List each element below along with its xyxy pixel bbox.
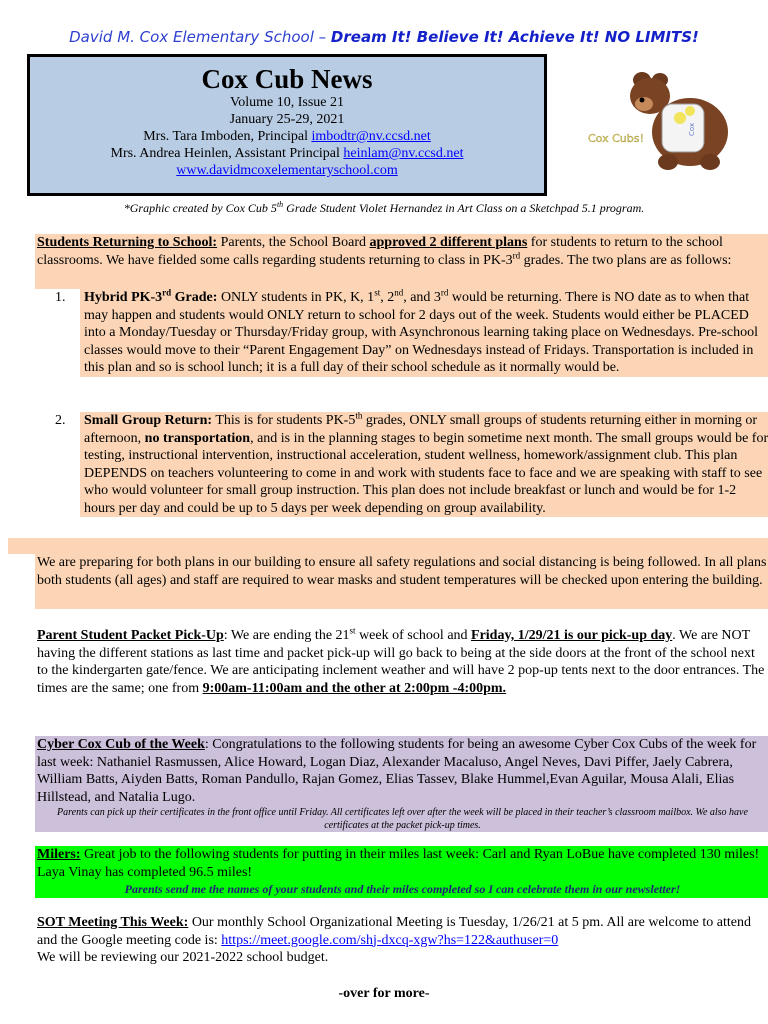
assistant-email-link[interactable]: heinlam@nv.ccsd.net [343, 146, 464, 161]
plan-number: 1. [55, 290, 66, 305]
principal-email-link[interactable]: imbodtr@nv.ccsd.net [311, 129, 431, 144]
plan-item-hybrid [35, 289, 768, 403]
newsletter-masthead [27, 54, 547, 196]
newsletter-title: Cox Cub News [201, 64, 373, 94]
milers-text: Great job to the following students for putting in their miles last week: Carl and Ryan LoBue have completed 130 miles! Laya Vinay has completed 96.5 miles! [37, 847, 760, 880]
milers-heading: Milers: [37, 847, 81, 862]
sot-heading: SOT Meeting This Week: [37, 915, 189, 930]
milers-note: Parents send me the names of your students and their miles completed so I can celebrate them in our newsletter! [124, 882, 681, 896]
school-tagline [0, 28, 768, 46]
packet-pickup-section: Parent Student Packet Pick-Up: We are ending the 21st week of school and Friday, 1/29/21 is our pick-up day. We are NOT having the different stations as last time and packet pick-up will go back to being at the side doors at the front of the school next to the kindergarten gate/fence. We are anticipating inclement weather and will have 2 pop-up tents next to the door entrances. The times are the same; one from 9:00am-11:00am and the other at 2:00pm -4:00pm. [37, 625, 765, 696]
pickup-day-highlight: Friday, 1/29/21 is our pick-up day [471, 628, 673, 643]
website-link[interactable]: www.davidmcoxelementaryschool.com [176, 163, 398, 178]
bear-label: Cox Cubs! [588, 132, 644, 145]
volume-issue: Volume 10, Issue 21 [229, 95, 345, 110]
cox-cub-bear-graphic [582, 66, 742, 176]
plan-item-small-group [35, 412, 768, 538]
issue-dates: January 25-29, 2021 [229, 112, 345, 127]
cyber-heading: Cyber Cox Cub of the Week [37, 737, 205, 752]
google-meet-link[interactable]: https://meet.google.com/shj-dxcq-xgw?hs=122&authuser=0 [221, 932, 559, 948]
principal-line: Mrs. Tara Imboden, Principal imbodtr@nv.ccsd.net [143, 129, 431, 144]
pickup-times-highlight: 9:00am-11:00am and the other at 2:00pm -4:00pm. [202, 680, 507, 696]
milers-section [35, 846, 768, 898]
website-line [30, 162, 544, 179]
cyber-cub-section [35, 736, 768, 832]
returning-intro: Students Returning to School: Parents, the School Board approved 2 different plans for students to return to the school classrooms. We have fielded some calls regarding students returning to class in PK-3rd grades. The two plans are as follows: [35, 234, 768, 289]
section-band [8, 538, 768, 554]
plan-number: 2. [55, 413, 66, 428]
graphic-caption: *Graphic created by Cox Cub 5th Grade Student Violet Hernandez in Art Class on a Sketchpad 5.1 program. [123, 200, 645, 215]
cyber-text: : Congratulations to the following students for being an awesome Cyber Cox Cubs of the week for last week: Nathaniel Rasmussen, Alice Howard, Logan Diaz, Alexander Macaluso, Angel Neves, Davi Piffer, Jaely Cabrera, William Batts, Aiyden Batts, Roman Pandullo, Rajan Gomez, Elias Tassev, Blake Hummel,Evan Aguilar, Mousa Alali, Elias Hillstead, and Natalia Lugo. [37, 737, 757, 805]
approved-plans-highlight: approved 2 different plans [369, 235, 528, 250]
school-name: David M. Cox Elementary School – [69, 28, 331, 46]
sot-meeting-section: SOT Meeting This Week: Our monthly School Organizational Meeting is Tuesday, 1/26/21 at 5 pm. All are welcome to attend and the Google meeting code is: https://meet.google.com/shj-dxcq-xgw?hs=122&authuser=0 We will be reviewing our 2021-2022 school budget. [37, 915, 751, 965]
over-for-more: -over for more- [338, 986, 430, 1001]
assistant-principal-line: Mrs. Andrea Heinlen, Assistant Principal heinlam@nv.ccsd.net [110, 146, 464, 161]
returning-heading: Students Returning to School: [37, 235, 218, 250]
school-motto: Dream It! Believe It! Achieve It! NO LIMITS! [330, 28, 699, 46]
plan-text: Small Group Return: This is for students PK-5th grades, ONLY small groups of students returning either in morning or afternoon, no transportation, and is in the planning stages to begin sometime next month. The small groups would be for testing, instructional intervention, instructional acceleration, student wellness, homework/assignment club. This plan DEPENDS on teachers volunteering to come in and work with students face to face and we are speaking with staff to see who would volunteer for small group instruction. This plan does not include breakfast or lunch and would be for 1-2 hours per day and could be up to 5 days per week depending on group availability. [80, 412, 768, 517]
plan-text: Hybrid PK-3rd Grade: ONLY students in PK, K, 1st, 2nd, and 3rd would be returning. There is NO date as to when that may happen and students would ONLY return to school for 2 days out of the week. Students would either be PLACED into a Monday/Tuesday or Thursday/Friday group, with Asynchronous learning taking place on Wednesdays. Pre-school classes would move to their “Parent Engagement Day” on Wednesdays instead of Fridays. Transportation is included in this plan and so is school lunch; it is a full day of their school schedule as it normally would be. [80, 289, 768, 377]
returning-closing: We are preparing for both plans in our building to ensure all safety regulations and social distancing is being followed. In all plans both students (all ages) and staff are required to wear masks and student temperatures will be checked upon entering the building. [35, 554, 768, 609]
bear-shirt-text: Cox [688, 122, 696, 136]
pickup-heading: Parent Student Packet Pick-Up [37, 628, 224, 643]
certificate-note: Parents can pick up their certificates in the front office until Friday. All certificates left over after the week will be placed in their teacher’s classroom mailbox. We also have certificates at the packet pick-up times. [57, 807, 748, 831]
